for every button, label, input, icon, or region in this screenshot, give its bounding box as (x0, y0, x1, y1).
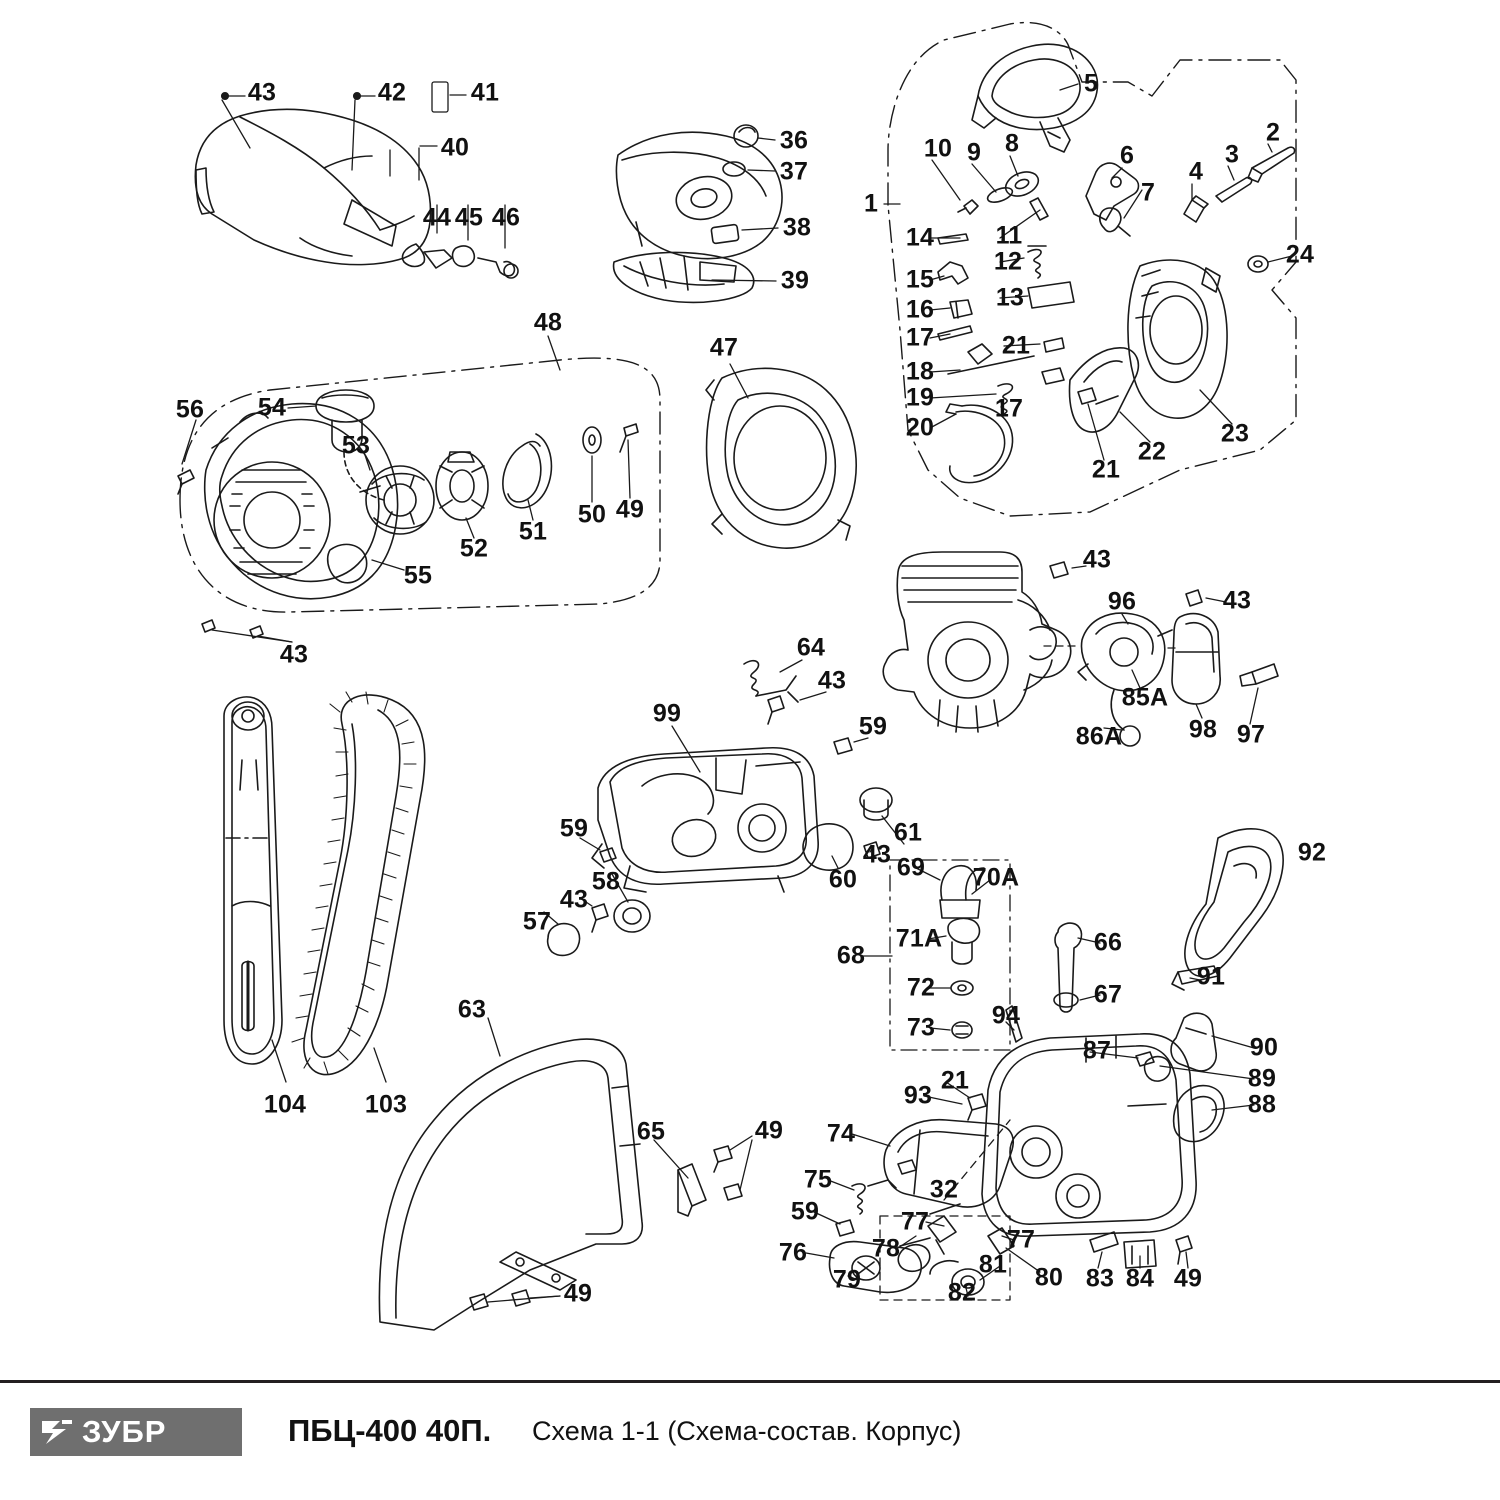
callout-number: 32 (929, 1175, 959, 1204)
callout-number: 82 (947, 1278, 977, 1307)
callout-number: 66 (1093, 928, 1123, 957)
callout-number: 59 (559, 814, 589, 843)
callout-number: 68 (836, 941, 866, 970)
callout-number: 79 (832, 1265, 862, 1294)
part-11-screw (1030, 198, 1048, 220)
callout-number: 65 (636, 1117, 666, 1146)
callout-number: 49 (563, 1279, 593, 1308)
part-90-89-88-levers (1145, 1013, 1225, 1141)
callout-number: 24 (1285, 240, 1315, 269)
callout-number: 41 (470, 78, 500, 107)
part-24-nut (1248, 256, 1268, 272)
callout-number: 103 (364, 1090, 408, 1119)
brand-logo (30, 1408, 242, 1456)
callout-number: 57 (522, 907, 552, 936)
callout-number: 42 (377, 78, 407, 107)
callout-number: 59 (790, 1197, 820, 1226)
part-98-intake (1172, 614, 1220, 704)
callout-number: 9 (966, 138, 982, 167)
callout-number: 40 (440, 133, 470, 162)
callout-number: 17 (994, 394, 1024, 423)
part-17-pin-a (938, 326, 972, 340)
callout-number: 43 (1082, 545, 1112, 574)
part-50-spring-coil (503, 434, 552, 508)
callout-number: 53 (341, 431, 371, 460)
callout-number: 74 (826, 1119, 856, 1148)
callout-number: 43 (559, 885, 589, 914)
part-15-clip (938, 262, 968, 284)
callout-number: 46 (491, 203, 521, 232)
callout-number: 64 (796, 633, 826, 662)
part-8-washer (1002, 167, 1042, 200)
callout-number: 48 (533, 308, 563, 337)
callout-number: 4 (1188, 157, 1204, 186)
part-2-pin (1248, 147, 1295, 182)
callout-number: 49 (754, 1116, 784, 1145)
part-47-fan-cover (706, 368, 856, 548)
part-43-screw-mid (768, 696, 784, 724)
callout-number: 72 (906, 973, 936, 1002)
callout-number: 49 (615, 495, 645, 524)
callout-number: 50 (577, 500, 607, 529)
part-57-cap (548, 924, 580, 956)
callout-number: 7 (1140, 178, 1156, 207)
part-6-lever (1086, 163, 1139, 220)
callout-number: 51 (518, 517, 548, 546)
callout-number: 44 (422, 203, 452, 232)
part-engine-block (883, 552, 1070, 732)
callout-number: 17 (905, 323, 935, 352)
callout-number: 81 (978, 1250, 1008, 1279)
part-92-cover (1185, 829, 1283, 976)
part-43-screws-left (202, 620, 263, 638)
callout-number: 20 (905, 413, 935, 442)
callout-number: 104 (263, 1090, 307, 1119)
callout-number: 37 (779, 157, 809, 186)
callout-number: 38 (782, 213, 812, 242)
callout-number: 47 (709, 333, 739, 362)
callout-number: 70A (972, 863, 1020, 892)
part-63-front-handle (379, 1039, 642, 1330)
callout-number: 43 (279, 640, 309, 669)
part-97-screw (1240, 664, 1278, 686)
part-5-handle (972, 44, 1097, 152)
callout-number: 59 (858, 712, 888, 741)
callout-number: 52 (459, 534, 489, 563)
part-75-spring (852, 1180, 896, 1214)
part-13-plate (1028, 282, 1074, 308)
callout-number: 10 (923, 134, 953, 163)
part-72-washer (951, 981, 973, 995)
part-handle-cover-group (614, 125, 782, 302)
callout-number: 21 (1001, 331, 1031, 360)
part-52-recoil (366, 466, 434, 534)
callout-number: 75 (803, 1165, 833, 1194)
part-12-spring (1028, 246, 1046, 278)
callout-number: 11 (995, 221, 1023, 250)
part-87-pin (1136, 1052, 1154, 1066)
callout-number: 36 (779, 126, 809, 155)
part-71A-grommet (948, 918, 980, 964)
footer-bar (0, 1380, 1500, 1500)
callout-number: 55 (403, 561, 433, 590)
callout-number: 15 (905, 265, 935, 294)
part-9-disc (986, 185, 1015, 205)
callout-number: 99 (652, 699, 682, 728)
callout-number: 3 (1224, 140, 1240, 169)
callout-number: 43 (247, 78, 277, 107)
callout-number: 5 (1083, 69, 1099, 98)
callout-number: 16 (905, 295, 935, 324)
callout-number: 96 (1107, 587, 1137, 616)
callout-number: 83 (1085, 1264, 1115, 1293)
callout-number: 63 (457, 995, 487, 1024)
callout-number: 6 (1119, 141, 1135, 170)
part-14-pin (938, 234, 968, 244)
part-7-spring (1100, 208, 1130, 236)
callout-number: 97 (1236, 720, 1266, 749)
callout-number: 67 (1093, 980, 1123, 1009)
part-3-pin (1216, 177, 1252, 202)
part-58-bushing (614, 900, 650, 932)
callout-number: 1 (863, 189, 879, 218)
callout-number: 86A (1075, 722, 1123, 751)
callout-number: 43 (1222, 586, 1252, 615)
part-4-pin (1184, 196, 1208, 222)
part-16-clip (950, 300, 972, 318)
callout-number: 87 (1082, 1036, 1112, 1065)
part-10-pin (958, 200, 978, 214)
callout-number: 13 (995, 283, 1025, 312)
callout-number: 14 (905, 223, 935, 252)
callout-number: 60 (828, 865, 858, 894)
callout-number: 76 (778, 1238, 808, 1267)
part-99-crankcase (592, 748, 818, 892)
zubr-arrow-icon (40, 1417, 74, 1447)
callout-number: 22 (1137, 437, 1167, 466)
callout-number: 90 (1249, 1033, 1279, 1062)
callout-number: 23 (1220, 419, 1250, 448)
callout-number: 19 (905, 383, 935, 412)
model-title: ПБЦ-400 40П. (288, 1413, 492, 1448)
callout-number: 18 (905, 357, 935, 386)
callout-number: 45 (454, 203, 484, 232)
part-83-84-49-screws (1090, 1232, 1192, 1264)
callout-number: 43 (862, 840, 892, 869)
callout-number: 91 (1196, 962, 1226, 991)
callout-number: 98 (1188, 715, 1218, 744)
callout-number: 88 (1247, 1090, 1277, 1119)
part-43-screw-57 (592, 904, 608, 932)
callout-number: 71A (895, 924, 943, 953)
callout-number: 69 (896, 853, 926, 882)
part-66-67-bolt (1054, 923, 1081, 1012)
part-49-washer-screws (583, 424, 638, 453)
callout-number: 2 (1265, 118, 1281, 147)
part-49-screws-handle (470, 1146, 742, 1310)
callout-number: 89 (1247, 1064, 1277, 1093)
callout-number: 21 (940, 1066, 970, 1095)
callout-number: 80 (1034, 1263, 1064, 1292)
callout-number: 93 (903, 1081, 933, 1110)
callout-number: 78 (871, 1234, 901, 1263)
callout-number: 49 (1173, 1264, 1203, 1293)
callout-number: 61 (893, 818, 923, 847)
scheme-subtitle: Схема 1-1 (Схема-состав. Корпус) (532, 1416, 962, 1446)
callout-number: 56 (175, 395, 205, 424)
part-51-pulley (436, 452, 488, 520)
callout-number: 94 (991, 1001, 1021, 1030)
callout-number: 77 (1006, 1225, 1036, 1254)
callout-number: 54 (257, 393, 287, 422)
callout-number: 21 (1091, 455, 1121, 484)
callout-number: 58 (591, 867, 621, 896)
callout-number: 84 (1125, 1264, 1155, 1293)
callout-number: 39 (780, 266, 810, 295)
callout-number: 85A (1121, 683, 1169, 712)
callout-number: 8 (1004, 129, 1020, 158)
brand-name: ЗУБР (82, 1414, 167, 1449)
part-104-guide-bar (224, 697, 282, 1064)
callout-number: 92 (1297, 838, 1327, 867)
part-top-cover-group (195, 109, 521, 278)
part-103-saw-chain (292, 692, 425, 1075)
part-23-housing (1128, 260, 1227, 418)
part-73-nut (952, 1022, 972, 1038)
callout-number: 77 (900, 1207, 930, 1236)
callout-number: 73 (906, 1013, 936, 1042)
callout-number: 12 (993, 247, 1023, 276)
callout-number: 43 (817, 666, 847, 695)
